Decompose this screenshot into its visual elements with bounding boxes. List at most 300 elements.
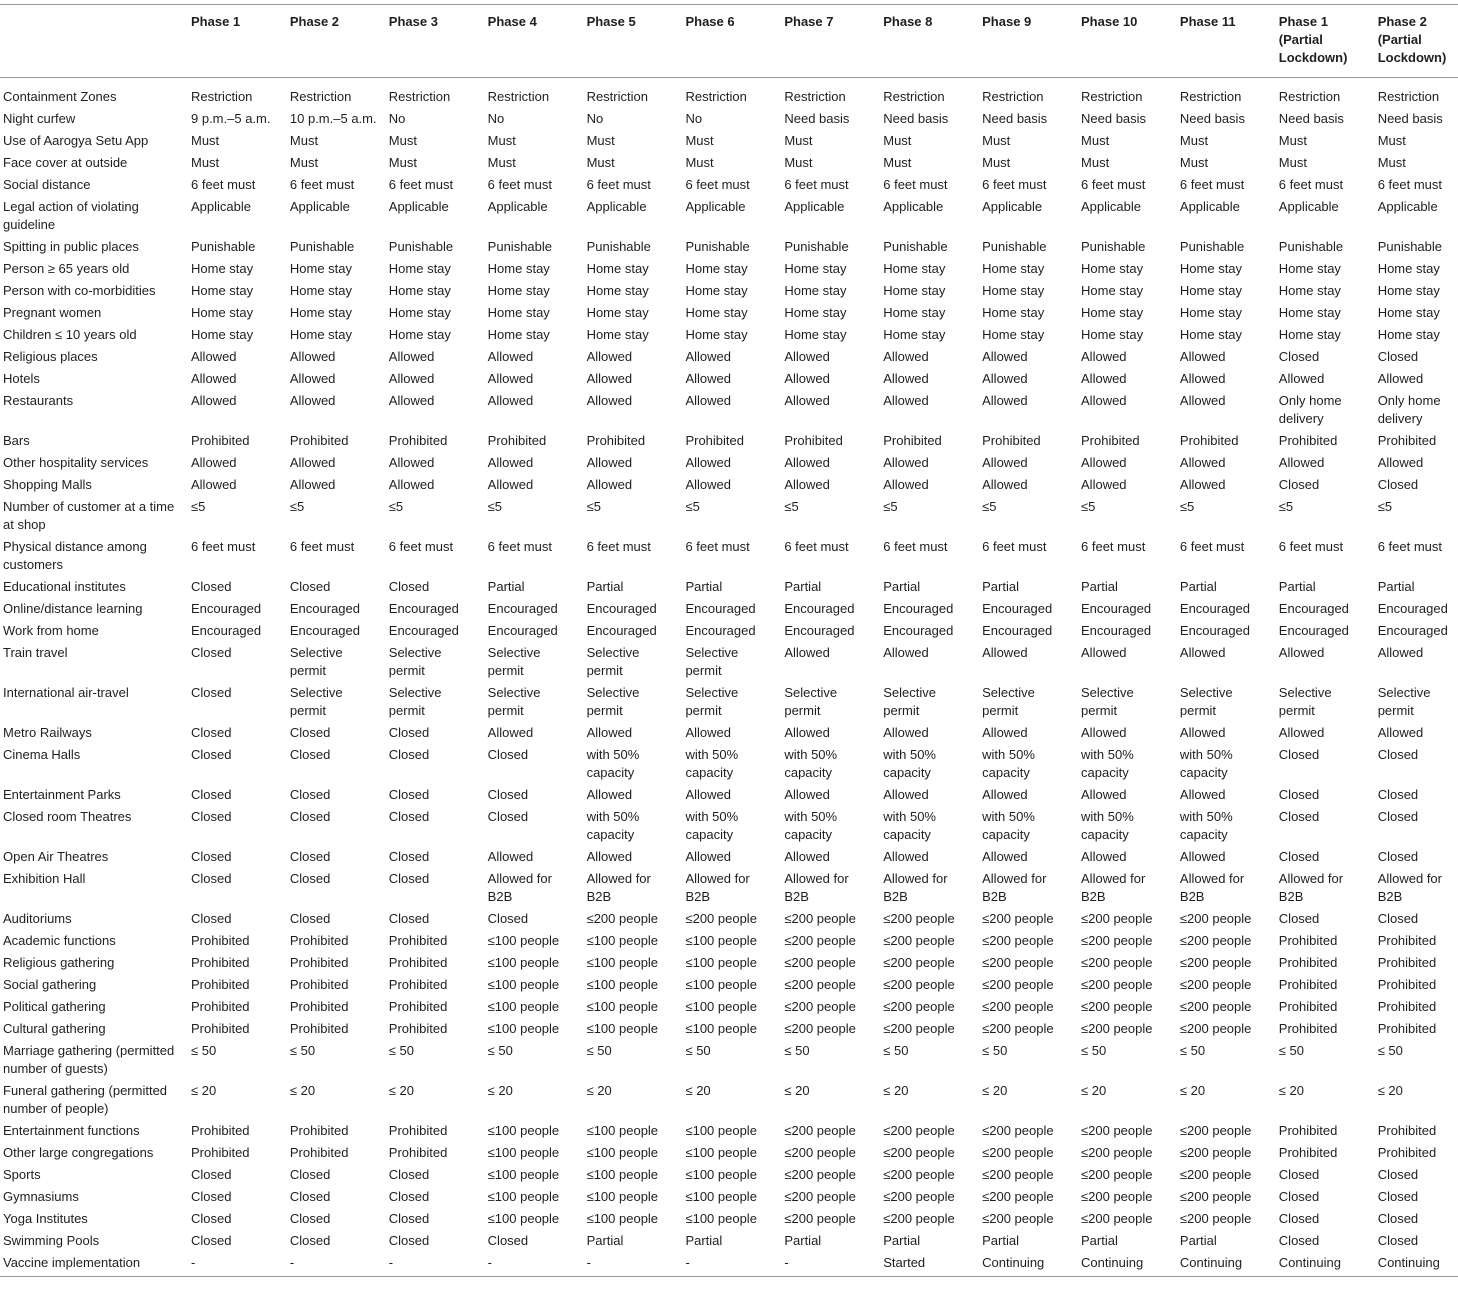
table-cell: Allowed xyxy=(883,787,929,802)
table-cell: Home stay xyxy=(191,305,254,320)
table-cell: Punishable xyxy=(487,239,552,254)
table-cell: Need basis xyxy=(982,111,1048,126)
table-cell: Must xyxy=(191,155,220,170)
table-cell: ≤200 people xyxy=(982,1123,1054,1138)
table-cell: Allowed for B2B xyxy=(586,871,651,904)
table-cell: Encouraged xyxy=(1278,623,1349,638)
table-cell: Closed xyxy=(388,809,430,824)
table-cell: Home stay xyxy=(1278,327,1341,342)
table-cell: Allowed xyxy=(1377,725,1424,740)
table-cell: Encouraged xyxy=(982,623,1053,638)
table-cell: Prohibited xyxy=(1278,933,1338,948)
row-label-cell: Bars xyxy=(3,433,30,448)
table-cell: Allowed xyxy=(1278,371,1325,386)
table-cell: Prohibited xyxy=(191,933,250,948)
table-row xyxy=(0,784,1458,806)
row-label-cell: Work from home xyxy=(3,623,99,638)
table-cell: Allowed xyxy=(685,787,731,802)
table-cell: ≤200 people xyxy=(883,955,955,970)
table-cell: Encouraged xyxy=(586,601,657,616)
table-cell: ≤200 people xyxy=(784,1211,856,1226)
table-cell: ≤200 people xyxy=(982,977,1054,992)
table-cell: ≤200 people xyxy=(784,999,856,1014)
table-cell: Continuing xyxy=(1375,1252,1458,1277)
table-cell: Selective permit xyxy=(1081,685,1134,718)
table-cell: 6 feet must xyxy=(1081,539,1146,554)
table-cell: ≤ 50 xyxy=(1377,1043,1403,1058)
table-cell: Closed xyxy=(1377,809,1419,824)
table-row xyxy=(0,280,1458,302)
table-cell: Home stay xyxy=(982,327,1045,342)
table-cell: Allowed xyxy=(1179,849,1226,864)
table-cell: Closed xyxy=(191,849,232,864)
table-cell: Prohibited xyxy=(1278,433,1338,448)
table-cell: ≤5 xyxy=(388,499,404,514)
table-cell: Allowed xyxy=(487,371,534,386)
table-cell: Closed xyxy=(388,1189,430,1204)
row-label-cell: Train travel xyxy=(3,645,68,660)
table-cell: - xyxy=(584,1252,683,1277)
table-row xyxy=(0,682,1458,722)
table-cell: Applicable xyxy=(289,199,350,214)
table-cell: Closed xyxy=(1377,747,1419,762)
table-cell: Allowed xyxy=(982,645,1028,660)
table-cell: - xyxy=(386,1252,485,1277)
table-cell: Home stay xyxy=(1377,305,1440,320)
header-cell-phase: Phase 7 xyxy=(781,5,880,78)
table-cell: Punishable xyxy=(685,239,750,254)
table-cell: Allowed xyxy=(1179,645,1226,660)
table-row xyxy=(0,806,1458,846)
row-label-cell: Use of Aarogya Setu App xyxy=(3,133,149,148)
table-cell: Prohibited xyxy=(1377,1021,1437,1036)
table-cell: Encouraged xyxy=(289,601,361,616)
table-cell: Prohibited xyxy=(388,955,448,970)
table-cell: Closed xyxy=(487,747,529,762)
table-cell: 6 feet must xyxy=(784,539,849,554)
table-cell: 6 feet must xyxy=(685,539,750,554)
table-cell: Allowed xyxy=(191,477,237,492)
table-cell: Allowed xyxy=(388,393,435,408)
table-cell: Partial xyxy=(784,579,822,594)
table-cell: ≤100 people xyxy=(487,1211,560,1226)
table-cell: Allowed xyxy=(191,371,237,386)
table-cell: Closed xyxy=(191,871,232,886)
table-cell: - xyxy=(287,1252,386,1277)
table-cell: Home stay xyxy=(982,261,1045,276)
phase-guidelines-table xyxy=(0,4,1458,1277)
table-cell: Allowed xyxy=(685,455,731,470)
table-cell: Allowed xyxy=(1377,455,1424,470)
table-cell: ≤ 20 xyxy=(685,1083,711,1098)
table-cell: Allowed xyxy=(487,349,534,364)
table-cell: Punishable xyxy=(1377,239,1443,254)
table-cell: with 50% capacity xyxy=(883,747,936,780)
table-cell: 6 feet must xyxy=(191,177,256,192)
table-cell: ≤100 people xyxy=(586,955,659,970)
table-cell: Prohibited xyxy=(388,1021,448,1036)
table-cell: Selective permit xyxy=(586,685,640,718)
row-label-cell: Children ≤ 10 years old xyxy=(3,327,137,342)
table-cell: Prohibited xyxy=(388,1123,448,1138)
table-cell: 6 feet must xyxy=(1377,539,1442,554)
table-cell: Closed xyxy=(191,747,232,762)
table-cell: Home stay xyxy=(289,261,353,276)
table-cell: ≤200 people xyxy=(982,1167,1054,1182)
table-cell: Prohibited xyxy=(191,1021,250,1036)
table-cell: Closed xyxy=(487,787,529,802)
table-cell: Allowed xyxy=(586,849,633,864)
table-cell: ≤100 people xyxy=(685,1211,757,1226)
table-cell: Need basis xyxy=(1179,111,1245,126)
header-cell-phase: Phase 10 xyxy=(1078,5,1177,78)
table-cell: ≤200 people xyxy=(1081,933,1153,948)
table-cell: ≤100 people xyxy=(487,955,560,970)
table-cell: 6 feet must xyxy=(487,539,552,554)
table-cell: Home stay xyxy=(1081,327,1144,342)
table-cell: ≤5 xyxy=(784,499,799,514)
table-cell: 6 feet must xyxy=(1081,177,1146,192)
table-cell: ≤200 people xyxy=(982,1021,1054,1036)
table-cell: Allowed xyxy=(1081,477,1127,492)
table-cell: Closed xyxy=(1278,747,1320,762)
table-cell: ≤200 people xyxy=(784,1123,856,1138)
table-cell: Allowed for B2B xyxy=(1081,871,1146,904)
table-cell: Encouraged xyxy=(784,601,855,616)
table-cell: Closed xyxy=(289,1189,331,1204)
table-cell: Selective permit xyxy=(982,685,1035,718)
table-cell: Allowed xyxy=(289,349,336,364)
table-cell: Allowed xyxy=(685,477,731,492)
table-cell: Allowed xyxy=(1179,371,1226,386)
table-cell: - xyxy=(485,1252,584,1277)
table-cell: Must xyxy=(1278,155,1307,170)
table-cell: Closed xyxy=(388,725,430,740)
table-cell: Closed xyxy=(1278,809,1320,824)
table-cell: Must xyxy=(487,133,516,148)
table-cell: 6 feet must xyxy=(1179,177,1245,192)
table-row xyxy=(0,1018,1458,1040)
table-cell: Home stay xyxy=(883,327,946,342)
table-cell: Allowed xyxy=(1179,477,1226,492)
table-cell: ≤200 people xyxy=(784,911,856,926)
table-cell: Allowed xyxy=(685,849,731,864)
table-cell: Home stay xyxy=(982,305,1045,320)
table-cell: Prohibited xyxy=(191,1145,250,1160)
table-cell: Prohibited xyxy=(1081,433,1140,448)
table-cell: ≤200 people xyxy=(883,1145,955,1160)
table-cell: Allowed xyxy=(1081,371,1127,386)
table-cell: Closed xyxy=(487,809,529,824)
table-cell: Closed xyxy=(388,747,430,762)
table-cell: Home stay xyxy=(191,283,254,298)
table-cell: Allowed for B2B xyxy=(1278,871,1344,904)
table-cell: Restriction xyxy=(586,89,648,104)
table-cell: Allowed xyxy=(1179,393,1226,408)
row-label-cell: Cinema Halls xyxy=(3,747,81,762)
table-cell: Encouraged xyxy=(191,601,262,616)
table-cell: Selective permit xyxy=(388,645,442,678)
table-cell: Encouraged xyxy=(685,601,756,616)
table-cell: Closed xyxy=(191,725,232,740)
table-cell: Restriction xyxy=(1377,89,1440,104)
table-cell: ≤200 people xyxy=(1179,911,1252,926)
table-cell: ≤200 people xyxy=(1179,1021,1252,1036)
table-cell: Prohibited xyxy=(388,1145,448,1160)
table-cell: Allowed xyxy=(982,349,1028,364)
table-cell: ≤5 xyxy=(586,499,601,514)
table-cell: Allowed xyxy=(685,371,731,386)
table-cell: Must xyxy=(883,155,912,170)
table-cell: ≤200 people xyxy=(784,1021,856,1036)
table-cell: Allowed xyxy=(487,849,534,864)
table-cell: Encouraged xyxy=(1081,623,1152,638)
table-cell: ≤200 people xyxy=(883,1021,955,1036)
table-cell: 6 feet must xyxy=(1278,177,1344,192)
table-cell: ≤ 50 xyxy=(191,1043,217,1058)
table-cell: Started xyxy=(880,1252,979,1277)
header-cell-phase: Phase 6 xyxy=(682,5,781,78)
table-cell: with 50% capacity xyxy=(883,809,936,842)
table-cell: Only home delivery xyxy=(1377,393,1441,426)
header-cell-phase: Phase 5 xyxy=(584,5,683,78)
row-label-cell: Number of customer at a time at shop xyxy=(3,499,175,532)
table-cell: Closed xyxy=(1278,911,1320,926)
table-cell: No xyxy=(487,111,505,126)
table-cell: Allowed for B2B xyxy=(982,871,1047,904)
table-cell: Selective permit xyxy=(1278,685,1332,718)
table-cell: ≤5 xyxy=(1179,499,1195,514)
table-cell: Allowed xyxy=(1278,725,1325,740)
table-cell: - xyxy=(682,1252,781,1277)
table-cell: Applicable xyxy=(1179,199,1240,214)
table-cell: Closed xyxy=(388,1211,430,1226)
table-cell: ≤200 people xyxy=(1179,1123,1252,1138)
row-label-cell: International air-travel xyxy=(3,685,129,700)
table-cell: Encouraged xyxy=(784,623,855,638)
table-cell: Prohibited xyxy=(191,999,250,1014)
table-cell: Allowed for B2B xyxy=(487,871,552,904)
table-cell: Restriction xyxy=(883,89,945,104)
table-cell: Partial xyxy=(685,1233,723,1248)
table-cell: Allowed for B2B xyxy=(1377,871,1442,904)
table-cell: Encouraged xyxy=(586,623,657,638)
table-cell: Closed xyxy=(289,725,331,740)
table-cell: Closed xyxy=(487,1233,529,1248)
table-cell: Prohibited xyxy=(982,433,1041,448)
table-body xyxy=(0,78,1458,1277)
header-cell-phase: Phase 2 xyxy=(287,5,386,78)
table-cell: 6 feet must xyxy=(883,539,948,554)
table-cell: Home stay xyxy=(1081,261,1144,276)
table-cell: ≤ 20 xyxy=(388,1083,414,1098)
row-label-cell: Spitting in public places xyxy=(3,239,139,254)
table-cell: Closed xyxy=(388,1167,430,1182)
row-label-cell: Auditoriums xyxy=(3,911,72,926)
table-cell: Home stay xyxy=(1278,305,1341,320)
table-cell: Selective permit xyxy=(1179,685,1233,718)
table-cell: Home stay xyxy=(1081,305,1144,320)
table-cell: Punishable xyxy=(1081,239,1146,254)
row-label-cell: Hotels xyxy=(3,371,40,386)
table-cell: ≤200 people xyxy=(1081,1021,1153,1036)
table-cell: Closed xyxy=(388,579,430,594)
table-cell: ≤100 people xyxy=(685,977,757,992)
table-cell: Must xyxy=(883,133,912,148)
table-cell: Must xyxy=(289,155,319,170)
table-cell: ≤ 20 xyxy=(191,1083,217,1098)
table-cell: ≤200 people xyxy=(883,933,955,948)
table-cell: Partial xyxy=(784,1233,822,1248)
table-row xyxy=(0,868,1458,908)
table-cell: Prohibited xyxy=(784,433,843,448)
table-cell: Punishable xyxy=(883,239,948,254)
table-cell: 6 feet must xyxy=(982,539,1047,554)
table-cell: Partial xyxy=(982,1233,1019,1248)
table-cell: Home stay xyxy=(1179,305,1243,320)
table-cell: Home stay xyxy=(289,327,353,342)
row-label-cell: Educational institutes xyxy=(3,579,126,594)
table-cell: ≤200 people xyxy=(982,1189,1054,1204)
table-cell: Home stay xyxy=(784,261,847,276)
table-cell: ≤100 people xyxy=(487,1167,560,1182)
table-cell: Encouraged xyxy=(883,601,954,616)
table-cell: Prohibited xyxy=(1278,1021,1338,1036)
table-row xyxy=(0,744,1458,784)
table-cell: Encouraged xyxy=(388,623,459,638)
table-cell: Partial xyxy=(1179,1233,1217,1248)
table-cell: Prohibited xyxy=(1278,977,1338,992)
table-cell: Closed xyxy=(1377,1211,1419,1226)
table-cell: ≤200 people xyxy=(1179,955,1252,970)
table-cell: Allowed xyxy=(883,645,929,660)
table-cell: ≤100 people xyxy=(487,1123,560,1138)
table-cell: 6 feet must xyxy=(388,539,454,554)
header-row xyxy=(0,5,1458,78)
table-cell: 6 feet must xyxy=(784,177,849,192)
table-cell: ≤ 50 xyxy=(388,1043,414,1058)
table-cell: ≤100 people xyxy=(487,977,560,992)
table-cell: Prohibited xyxy=(487,433,547,448)
table-row xyxy=(0,1040,1458,1080)
table-cell: Must xyxy=(388,133,417,148)
table-cell: Closed xyxy=(1278,1233,1320,1248)
table-cell: Need basis xyxy=(1278,111,1344,126)
table-cell: Home stay xyxy=(388,261,451,276)
table-cell: Closed xyxy=(388,849,430,864)
row-label-cell: Person ≥ 65 years old xyxy=(3,261,130,276)
table-cell: ≤200 people xyxy=(1081,999,1153,1014)
table-cell: Applicable xyxy=(784,199,845,214)
table-cell: Selective permit xyxy=(487,645,541,678)
table-cell: ≤200 people xyxy=(1081,1167,1153,1182)
table-cell: Continuing xyxy=(1177,1252,1276,1277)
table-cell: Home stay xyxy=(289,305,353,320)
table-cell: ≤200 people xyxy=(784,955,856,970)
table-cell: Allowed xyxy=(883,349,929,364)
table-cell: Restriction xyxy=(784,89,846,104)
table-cell: Partial xyxy=(1179,579,1217,594)
row-label-cell: Pregnant women xyxy=(3,305,102,320)
table-cell: with 50% capacity xyxy=(982,809,1035,842)
table-cell: Allowed for B2B xyxy=(1179,871,1245,904)
table-cell: ≤200 people xyxy=(685,911,757,926)
table-cell: Partial xyxy=(1377,579,1415,594)
table-cell: ≤100 people xyxy=(685,1145,757,1160)
table-cell: ≤200 people xyxy=(982,955,1054,970)
table-cell: Encouraged xyxy=(1278,601,1349,616)
table-cell: Prohibited xyxy=(289,1145,349,1160)
table-cell: Selective permit xyxy=(685,645,739,678)
header-cell-phase: Phase 8 xyxy=(880,5,979,78)
table-cell: Prohibited xyxy=(289,1123,349,1138)
table-cell: Applicable xyxy=(191,199,251,214)
table-cell: Allowed xyxy=(1179,349,1226,364)
table-cell: ≤ 50 xyxy=(784,1043,810,1058)
table-cell: Encouraged xyxy=(1377,601,1448,616)
table-cell: Allowed xyxy=(487,393,534,408)
table-cell: Home stay xyxy=(487,327,550,342)
table-cell: ≤100 people xyxy=(586,1189,659,1204)
header-cell-phase: Phase 1 xyxy=(188,5,287,78)
table-cell: Prohibited xyxy=(1278,999,1338,1014)
table-cell: ≤200 people xyxy=(1179,1145,1252,1160)
table-cell: Prohibited xyxy=(1278,1123,1338,1138)
row-label-cell: Face cover at outside xyxy=(3,155,128,170)
table-cell: Allowed xyxy=(982,455,1028,470)
table-cell: Allowed xyxy=(1278,645,1325,660)
table-cell: Closed xyxy=(289,1167,331,1182)
table-cell: Home stay xyxy=(487,261,550,276)
table-cell: with 50% capacity xyxy=(1179,747,1233,780)
table-cell: Applicable xyxy=(685,199,746,214)
table-cell: 6 feet must xyxy=(586,539,651,554)
row-label-cell: Academic functions xyxy=(3,933,116,948)
table-row xyxy=(0,722,1458,744)
table-row xyxy=(0,302,1458,324)
table-cell: 9 p.m.–5 a.m. xyxy=(191,111,271,126)
table-cell: Allowed xyxy=(982,371,1028,386)
table-cell: Allowed xyxy=(487,725,534,740)
table-cell: ≤200 people xyxy=(1081,955,1153,970)
table-cell: Allowed xyxy=(586,477,633,492)
table-cell: Allowed xyxy=(191,393,237,408)
table-cell: ≤5 xyxy=(1377,499,1393,514)
table-cell: Allowed xyxy=(784,725,830,740)
row-label-cell: Shopping Malls xyxy=(3,477,92,492)
table-cell: Home stay xyxy=(784,283,847,298)
table-cell: Allowed xyxy=(883,725,929,740)
table-cell: Restriction xyxy=(289,89,352,104)
table-cell: Closed xyxy=(1377,787,1419,802)
table-cell: Punishable xyxy=(586,239,651,254)
table-cell: Allowed xyxy=(784,645,830,660)
table-cell: - xyxy=(188,1252,287,1277)
table-cell: Allowed xyxy=(586,455,633,470)
table-cell: Selective permit xyxy=(289,685,343,718)
table-cell: Closed xyxy=(1278,1211,1320,1226)
table-cell: Prohibited xyxy=(586,433,646,448)
table-cell: ≤200 people xyxy=(1081,911,1153,926)
row-label-cell: Religious places xyxy=(3,349,98,364)
row-label-cell: Night curfew xyxy=(3,111,76,126)
table-cell: Partial xyxy=(685,579,723,594)
table-row xyxy=(0,452,1458,474)
table-row xyxy=(0,78,1458,109)
table-cell: ≤ 20 xyxy=(586,1083,612,1098)
table-cell: Allowed xyxy=(784,393,830,408)
table-row xyxy=(0,258,1458,280)
